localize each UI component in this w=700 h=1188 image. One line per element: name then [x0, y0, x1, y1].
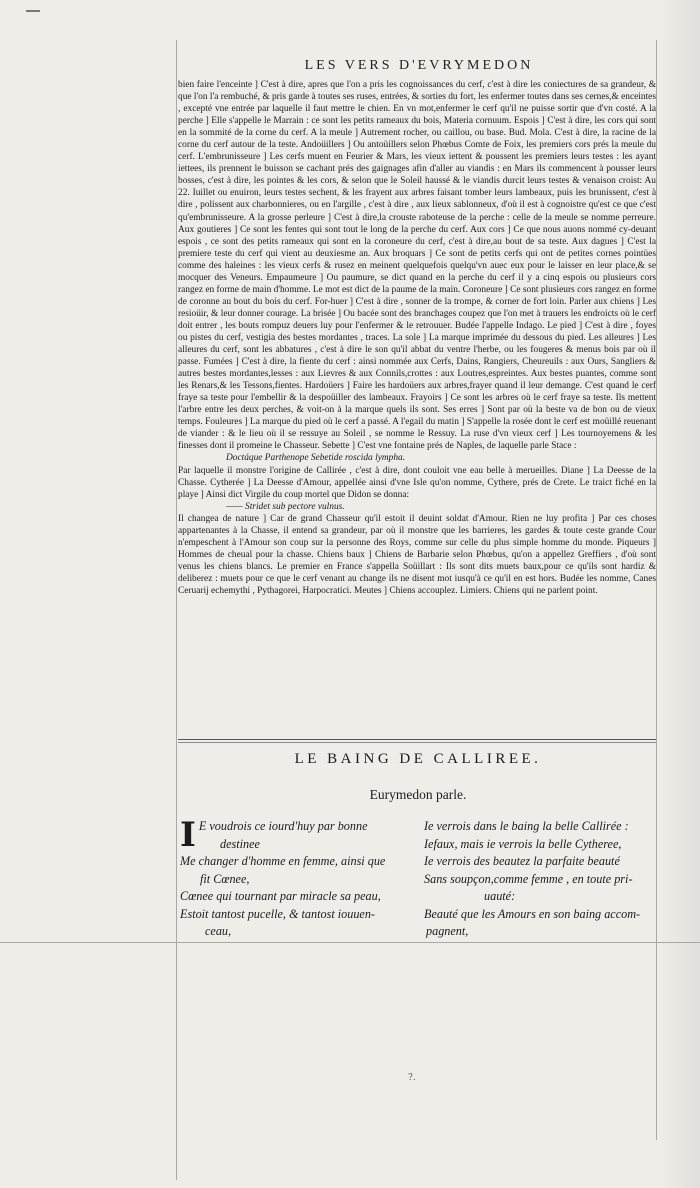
- page-edge-shadow: [660, 0, 700, 1188]
- verse-line: E voudrois ce iourd'huy par bonne: [198, 819, 368, 833]
- drop-capital: I: [180, 815, 196, 855]
- margin-rule-right: [656, 40, 657, 1140]
- note-paragraph: bien faire l'enceinte ] C'est à dire, apres que l'on a pris les cognoissances du cerf, c'est à dire les coniectures de sa grandeur, & que l'on l'a rembuché, & pris garde à toutes ses ruses, entrées, & sorties du fort, les enfermer toutes dans ses cernes,& enceintes , excepté vne entrée par laquelle il faut mettre le chien. En vn mot,enfermer le cerf qu'il ne puisse sortir que d'vn costé. A la perche ] Elle s'appelle le Marrain : ce sont les petits rameaux du bois, Materia cornuum. Espois ] C'est à dire, les cors qui sont en la sommité de la corne du cerf. A la meule ] Autrement rocher, ou caillou, ou base. Bud. Mola. C'est à dire, la racine de la corne du cerf autour de la teste. Andoüillers ] Ou antoüillers selon Phœbus Comte de Foix, les premiers cors prés la meule du cerf. L'embrunisseure ] Les cerfs muent en Feurier & Mars, les vieux iettent & poussent les premiers leurs testes : les ayant iettees, ils prennent le buisson se cachant prés des gaignages afin d'aller au viandis : en Mars ils commencent à pousser leurs bosses, c'est à dire, les pointes & les cors, & selon que le Soleil haussé & le viandis durcit leurs testes & venaison croist: Au 22. Iuillet ou enuiron, leurs testes sechent, & les frayent aux arbres faisant tomber leurs lambeaux, puis les brunissent, c'est à dire , polissent aux charbonnieres, ou en l'argille , c'est à dire , aux lieux sablonneux, d'où il est à cognoistre qu'est ce que c'est qu'embrunisseure. A la grosse perleure ] C'est à dire,la crouste raboteuse de la perche : celle de la meule se nomme perreure. Aux goutieres ] Ce sont les fentes qui sont tout le long de la perche du cerf. Aux cors ] Ce que nous auons nommé cy-deuant espois , ce sont des petits rameaux qui sont en la coroneure du cerf, c'est à dire,au bout de sa teste. Aux dagues ] C'est la premiere teste du cerf qui vient au deuxiesme an. Aux broquars ] Ce sont de petits cerfs qui ont de petites cornes pointües comme des haleines : les vieux cerfs & rusez en meinent quelquefois quelqu'vn auec eux pour le laisser en leur place,& se mocquer des Veneurs. Empaumeure ] Ou paumure, se dict quand en la perche du cerf il y a cinq espois ou plusieurs cors rangez en forme de main d'homme. Le mot est dict de la paume de la main. Coroneure ] Ce sont plusieurs cors rangez en forme de coronne au bout du bois du cerf. For-huer ] C'est à dire , sonner de la trompe, & corner de fort loin. Parler aux chiens ] Les resioüir, & leur donner courage. La brisée ] Ou bacée sont des branchages coupez que l'on met à trauers les endroicts où le cerf doit entrer , les bouts rompuz deuers luy pour l'enfermer & le retrouuer. Budée l'appelle Indago. Le pied ] C'est à dire , foyes ou pistes du cerf, vestigia des bestes mordantes , traces. La sole ] La marque imprimée du dessous du pied. Les alleures ] Les alleures du cerf, sont les abbatures , c'est à dire le son qu'il abbat du ventre l'herbe, ou les fougeres & menus bois par où il passe. Fumées ] C'est à dire, la fiente du cerf : ainsi nommée aux Cerfs, Dains, Rangiers, Cheureuils : aux Ours, Sangliers & autres bestes mordantes,lesses : aux Lievres & aux Connils,crottes : aux Loutres,espreintes. Aux bestes puantes, comme sont les Renars,& les Tessons,fientes. Hardoüers ] Faire les hardoüers aux arbres,frayer quand il leur demange. C'est quand le cerf fraye sa teste pour l'embellir & la despoüiller des lambeaux. Frayoirs ] Ce sont les arbres où le cerf fraye sa teste. Ils mettent l'arbre entre les deux perches, & voit-on à la marque quels ils sont. Ses erres ] Sont par où la beste va de bon ou de vieux temps. Fouleures ] La marque du pied où le cerf a passé. A l'egail du matin ] S'appelle la rosée dont le cerf est moüillé reuenant de viander : & le lieu où il se ressuye au Soleil , se nomme le Ressuy. La ruse d'vn vieux cerf ] Les tournoyemens & les finesses dont il promeine le Chasseur. Sebette ] C'est vne fontaine prés de Naples, de laquelle parle Stace :: [178, 80, 656, 452]
- section-divider: [178, 739, 656, 740]
- verse-line: ceau,: [205, 924, 232, 938]
- section-title: LE BAING DE CALLIREE.: [294, 751, 542, 767]
- page-corner-mark: [26, 10, 40, 12]
- note-paragraph: Par laquelle il monstre l'origine de Callirée , c'est à dire, dont couloit vne eau belle à merueilles. Diane ] La Deesse de la Chasse. Cytherée ] La Deesse d'Amour, appellée ainsi d'vne Isle qu'on nomme, Cythere, prés de Crete. Le traict fiché en la playe ] Ainsi dict Virgile du coup mortel que Didon se donna:: [178, 465, 656, 500]
- poem-column-right: [424, 818, 656, 941]
- verse-line: pagnent,: [426, 924, 469, 938]
- commentary-notes: [178, 79, 656, 597]
- verse-line: uauté:: [484, 889, 516, 903]
- folio-mark: ?.: [408, 1073, 416, 1083]
- note-quote: —— Stridet sub pectore vulnus.: [226, 501, 345, 512]
- verse-line: destinee: [220, 836, 260, 851]
- verse-line: Cœnee qui tournant par miracle sa peau,: [180, 889, 381, 903]
- margin-rule-left: [176, 40, 177, 1180]
- fold-rule-horizontal: [0, 942, 700, 943]
- verse-line: Ie verrois des beautez la parfaite beauté: [424, 854, 620, 868]
- note-quote: Doctáque Parthenope Sebetide roscida lympha.: [226, 453, 406, 464]
- verse-line: Iefaux, mais ie verrois la belle Cytheree,: [424, 836, 622, 851]
- poem-column-left: [180, 815, 410, 941]
- verse-line: Beauté que les Amours en son baing accom-: [424, 906, 641, 921]
- running-title: LES VERS D'EVRYMEDON: [304, 58, 534, 73]
- section-divider-thin: [178, 742, 656, 743]
- verse-line: Estoit tantost pucelle, & tantost iouuen-: [180, 906, 375, 921]
- verse-line: Me changer d'homme en femme, ainsi que: [180, 854, 386, 868]
- verse-line: Sans soupçon,comme femme , en toute pri-: [424, 871, 633, 886]
- verse-line: Ie verrois dans le baing la belle Callirée :: [424, 819, 629, 833]
- verse-line: fit Cœnee,: [200, 871, 250, 886]
- speaker-heading: Eurymedon parle.: [369, 787, 467, 802]
- note-paragraph: Il changea de nature ] Car de grand Chasseur qu'il estoit il deuint soldat d'Amour. Rien ne luy profita ] Par ces choses appartenantes à la Chasse, il entend sa grandeur, par où il monstre que les barrieres, les gardes & toute ceste grande Cour n'empeschent à l'Amour son coup sur la personne des Roys, comme sur celle du plus simple homme du monde. Piqueurs ] Hommes de cheual pour la chasse. Chiens baux ] Chiens de Barbarie selon Phœbus, qu'on a appellez Greffiers , d'où sont venus les chiens blancs. Le premier en France s'appella Soüillart : Ils sont dits muets baux,pour ce qu'ils sont hardiz & deliberez : muets pour ce que le cerf venant au change ils ne disent mot iusqu'à ce qu'il en est hors. Budée les nomme, Canes Ceruarij echemythi , Pythagorei, Harpocratici. Meutes ] Chiens accouplez. Limiers. Chiens qui ne parlent point.: [178, 513, 656, 596]
